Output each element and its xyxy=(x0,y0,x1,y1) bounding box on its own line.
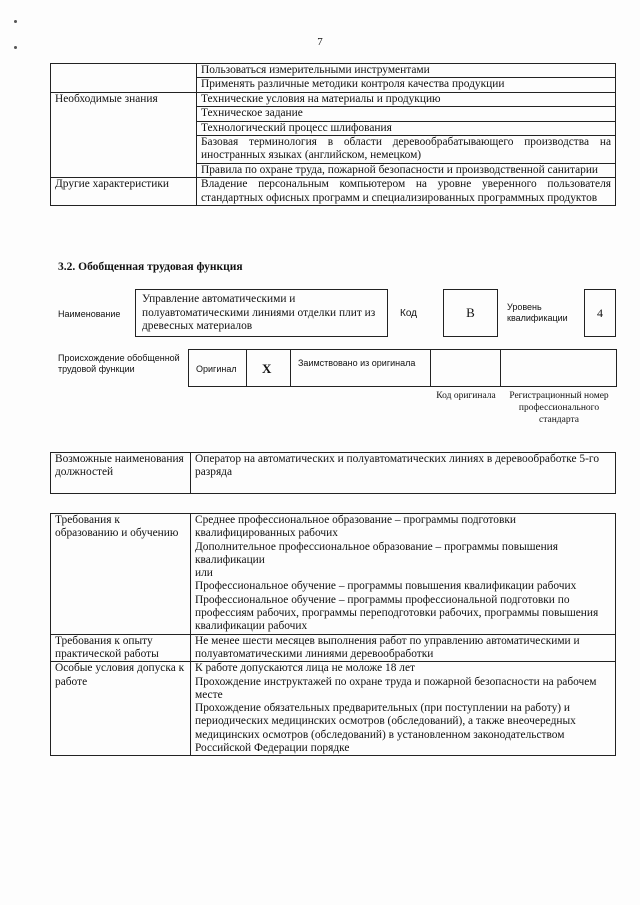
table-cell xyxy=(191,514,616,635)
table-row xyxy=(51,662,616,756)
row-label: Требования к образованию и обучению xyxy=(51,514,191,635)
table-row xyxy=(51,178,616,206)
text-line: Профессиональное обучение – программы повышения квалификации рабочих xyxy=(195,580,577,593)
table-cell xyxy=(191,634,616,662)
positions-table xyxy=(50,452,616,494)
page-number: 7 xyxy=(317,36,323,48)
table-cell: Применять различные методики контроля качества продукции xyxy=(197,78,616,92)
table-row xyxy=(51,453,616,494)
table-cell: Техническое задание xyxy=(197,107,616,121)
skills-knowledge-table xyxy=(50,63,616,206)
table-row xyxy=(51,634,616,662)
table-row xyxy=(51,64,616,78)
table-cell: Правила по охране труда, пожарной безопасности и производственной санитарии xyxy=(197,163,616,177)
code-original-caption: Код оригинала xyxy=(436,391,496,401)
text-line: Не менее шести месяцев выполнения работ по управлению автоматическими и полуавтоматическими линиями деревообработки xyxy=(195,634,580,660)
code-value: B xyxy=(443,289,498,337)
reg-number-caption: Регистрационный номер профессионального стандарта xyxy=(509,391,609,425)
text-line: Прохождение обязательных предварительных (при поступлении на работу) и периодических медицинских осмотров (обследований), а также внеочередных медицинских осмотров (обследований) в установленном законодательством Российской Федерации порядке xyxy=(195,702,576,755)
level-label: Уровень квалификации xyxy=(507,302,568,323)
requirements-table xyxy=(50,513,616,756)
table-cell: Пользоваться измерительными инструментами xyxy=(197,64,616,78)
text-line: или xyxy=(195,567,213,580)
divider xyxy=(500,349,501,387)
row-label: Необходимые знания xyxy=(51,92,197,177)
table-cell: Базовая терминология в области деревообрабатывающего производства на иностранных языках (английском, немецком) xyxy=(197,136,616,164)
borrowed-label: Заимствовано из оригинала xyxy=(298,358,416,368)
divider xyxy=(290,349,291,387)
row-label xyxy=(51,64,197,93)
table-cell xyxy=(191,662,616,756)
function-name: Управление автоматическими и полуавтоматическими линиями отделки плит из древесных материалов xyxy=(135,289,388,337)
code-label: Код xyxy=(400,308,418,319)
table-cell: Технологический процесс шлифования xyxy=(197,121,616,135)
table-cell: Технические условия на материалы и продукцию xyxy=(197,92,616,106)
original-mark: X xyxy=(262,361,272,376)
table-row xyxy=(51,92,616,106)
divider xyxy=(246,349,247,387)
text-line: Прохождение инструктажей по охране труда и пожарной безопасности на рабочем месте xyxy=(195,675,597,701)
table-row xyxy=(51,514,616,635)
level-value: 4 xyxy=(584,289,616,337)
origin-label: Происхождение обобщенной трудовой функции xyxy=(58,353,180,374)
text-line: Среднее профессиональное образование – программы подготовки квалифицированных рабочих xyxy=(195,514,516,540)
text-line: Профессиональное обучение – программы профессиональной подготовки по профессиям рабочих, программы переподготовки рабочих, программы повышения квалификации рабочих xyxy=(195,593,599,633)
row-label: Другие характеристики xyxy=(51,178,197,206)
text-line: К работе допускаются лица не моложе 18 лет xyxy=(195,662,415,675)
divider xyxy=(430,349,431,387)
row-label: Возможные наименования должностей xyxy=(51,453,191,494)
table-cell: Оператор на автоматических и полуавтоматических линиях в деревообработке 5-го разряда xyxy=(191,453,616,494)
text-line: Дополнительное профессиональное образование – программы повышения квалификации xyxy=(195,540,558,566)
row-label: Требования к опыту практической работы xyxy=(51,634,191,662)
section-heading: 3.2. Обобщенная трудовая функция xyxy=(58,261,243,273)
table-cell: Владение персональным компьютером на уровне уверенного пользователя стандартных офисных программ и специализированных программных продуктов xyxy=(197,178,616,206)
row-label: Особые условия допуска к работе xyxy=(51,662,191,756)
scan-mark xyxy=(14,20,17,23)
name-label: Наименование xyxy=(58,309,121,319)
original-label: Оригинал xyxy=(196,364,237,374)
